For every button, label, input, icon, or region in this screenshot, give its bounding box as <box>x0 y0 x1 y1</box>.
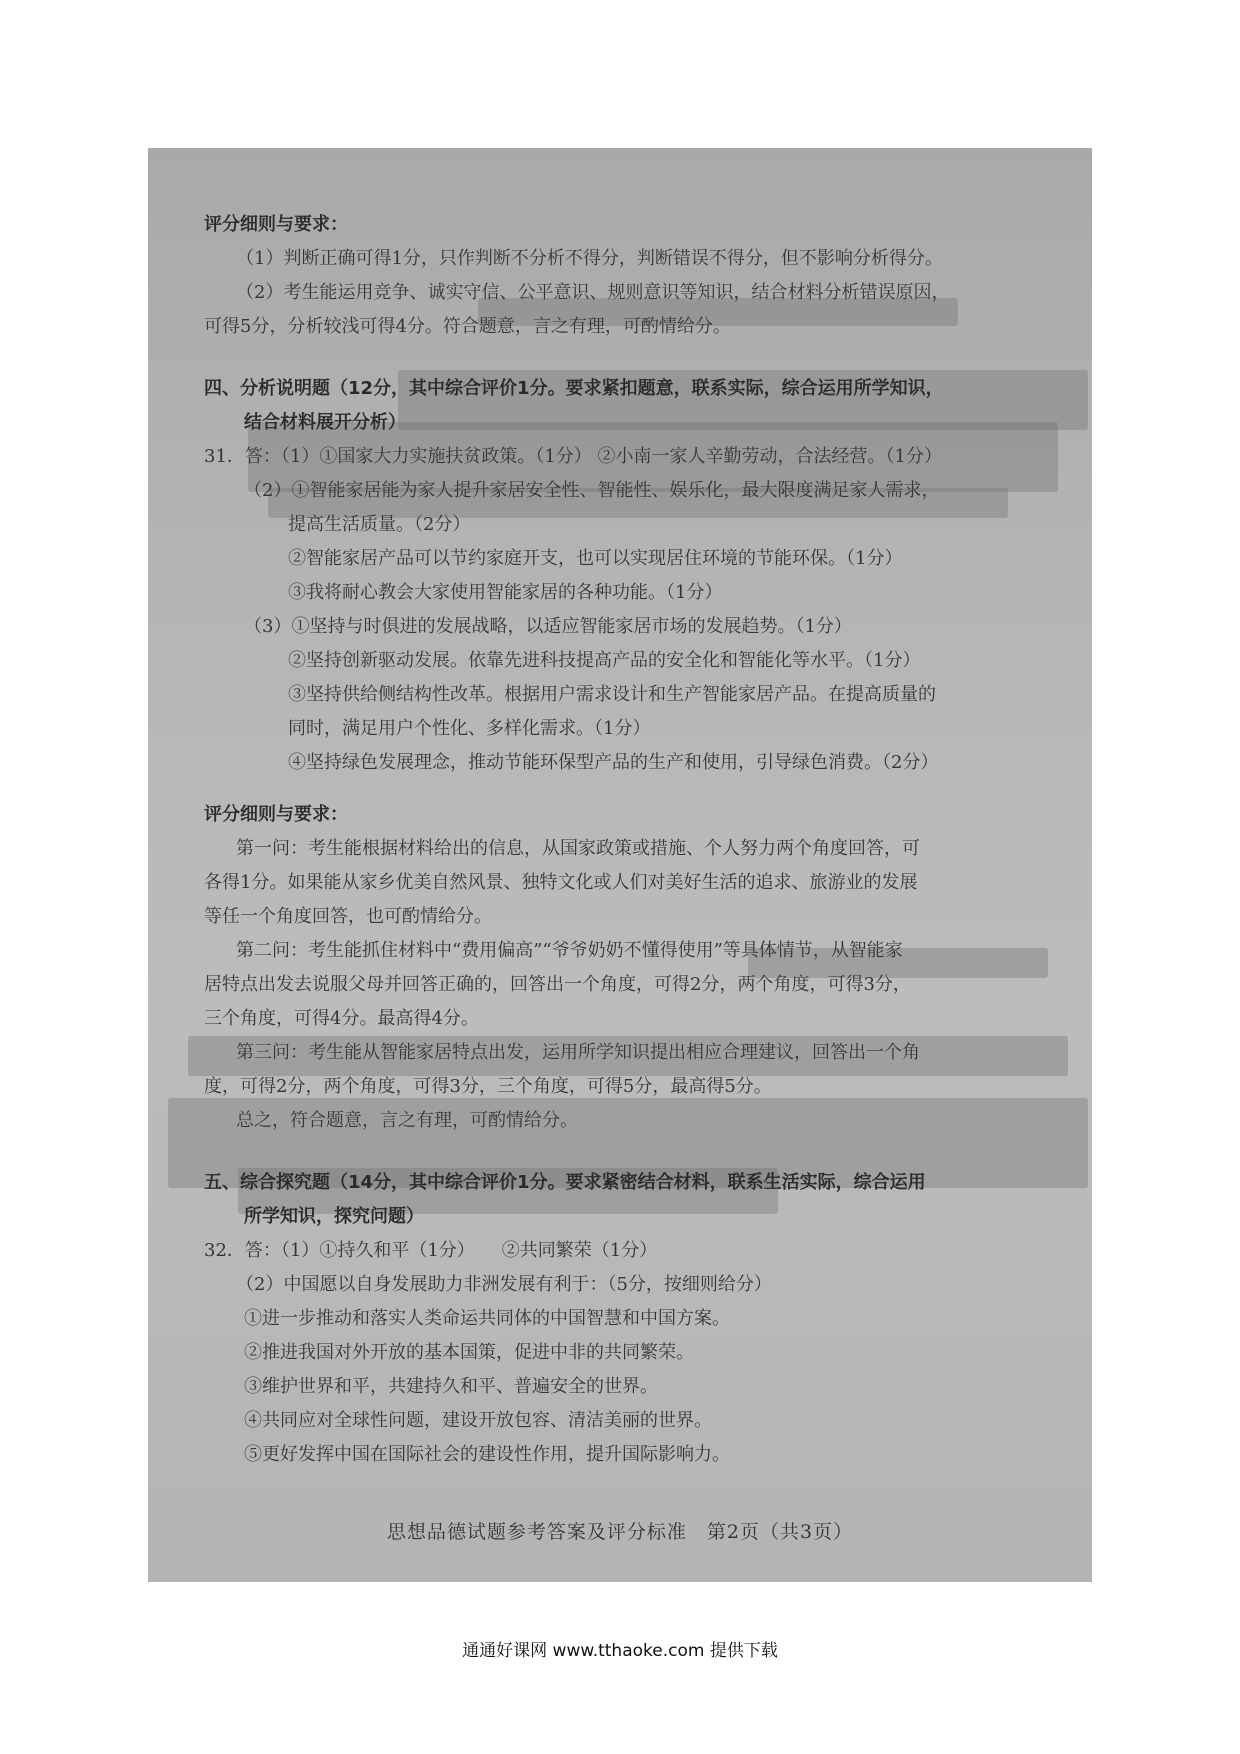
answer-line: 32．答：（1）①持久和平（1分） ②共同繁荣（1分） <box>204 1240 658 1261</box>
text-line: 可得5分，分析较浅可得4分。符合题意，言之有理，可酌情给分。 <box>204 316 731 337</box>
answer-line: ③坚持供给侧结构性改革。根据用户需求设计和生产智能家居产品。在提高质量的 <box>288 684 936 705</box>
text-line: 三个角度，可得4分。最高得4分。 <box>204 1008 479 1029</box>
section-heading-cont: 所学知识，探究问题） <box>244 1206 424 1227</box>
text-line: 各得1分。如果能从家乡优美自然风景、独特文化或人们对美好生活的追求、旅游业的发展 <box>204 872 918 893</box>
download-watermark: 通通好课网 www.tthaoke.com 提供下载 <box>462 1641 778 1661</box>
answer-line: ①进一步推动和落实人类命运共同体的中国智慧和中国方案。 <box>244 1308 730 1329</box>
text-line: 度，可得2分，两个角度，可得3分，三个角度，可得5分，最高得5分。 <box>204 1076 772 1097</box>
section-heading-cont: 结合材料展开分析） <box>244 412 406 433</box>
answer-line: ②推进我国对外开放的基本国策，促进中非的共同繁荣。 <box>244 1342 694 1363</box>
text-line: （1）判断正确可得1分，只作判断不分析不得分，判断错误不得分，但不影响分析得分。 <box>236 248 943 269</box>
answer-line: （3）①坚持与时俱进的发展战略，以适应智能家居市场的发展趋势。（1分） <box>244 616 852 637</box>
text-line: 第一问：考生能根据材料给出的信息，从国家政策或措施、个人努力两个角度回答，可 <box>236 838 920 859</box>
answer-line: 提高生活质量。（2分） <box>288 514 471 535</box>
answer-line: 31．答：（1）①国家大力实施扶贫政策。（1分） ②小南一家人辛勤劳动，合法经营。（1分） <box>204 446 942 467</box>
section-heading: 评分细则与要求： <box>204 804 348 825</box>
answer-line: ④坚持绿色发展理念，推动节能环保型产品的生产和使用，引导绿色消费。（2分） <box>288 752 939 773</box>
answer-line: （2）①智能家居能为家人提升家居安全性、智能性、娱乐化，最大限度满足家人需求， <box>244 480 940 501</box>
section-heading: 四、分析说明题（12分，其中综合评价1分。要求紧扣题意，联系实际，综合运用所学知识， <box>204 378 944 399</box>
answer-line: ③维护世界和平，共建持久和平、普遍安全的世界。 <box>244 1376 658 1397</box>
answer-line: ③我将耐心教会大家使用智能家居的各种功能。（1分） <box>288 582 723 603</box>
text-line: （2）考生能运用竞争、诚实守信、公平意识、规则意识等知识，结合材料分析错误原因， <box>236 282 950 303</box>
answer-line: ⑤更好发挥中国在国际社会的建设性作用，提升国际影响力。 <box>244 1444 730 1465</box>
scanned-page-photo <box>148 148 1092 1582</box>
page-footer: 思想品德试题参考答案及评分标准 第2页（共3页） <box>386 1521 854 1543</box>
answer-line: ④共同应对全球性问题，建设开放包容、清洁美丽的世界。 <box>244 1410 712 1431</box>
text-line: 第三问：考生能从智能家居特点出发，运用所学知识提出相应合理建议，回答出一个角 <box>236 1042 920 1063</box>
page-content <box>204 208 1072 1472</box>
text-line: 等任一个角度回答，也可酌情给分。 <box>204 906 492 927</box>
text-line: 居特点出发去说服父母并回答正确的，回答出一个角度，可得2分，两个角度，可得3分， <box>204 974 911 995</box>
answer-line: ②智能家居产品可以节约家庭开支，也可以实现居住环境的节能环保。（1分） <box>288 548 903 569</box>
answer-line: ②坚持创新驱动发展。依靠先进科技提高产品的安全化和智能化等水平。（1分） <box>288 650 921 671</box>
answer-line: （2）中国愿以自身发展助力非洲发展有利于：（5分，按细则给分） <box>236 1274 772 1295</box>
section-heading: 评分细则与要求： <box>204 214 348 235</box>
answer-line: 同时，满足用户个性化、多样化需求。（1分） <box>288 718 651 739</box>
text-line: 第二问：考生能抓住材料中“费用偏高”“爷爷奶奶不懂得使用”等具体情节，从智能家 <box>236 940 903 961</box>
text-line: 总之，符合题意，言之有理，可酌情给分。 <box>236 1110 578 1131</box>
section-heading: 五、综合探究题（14分，其中综合评价1分。要求紧密结合材料，联系生活实际，综合运用 <box>204 1172 926 1193</box>
